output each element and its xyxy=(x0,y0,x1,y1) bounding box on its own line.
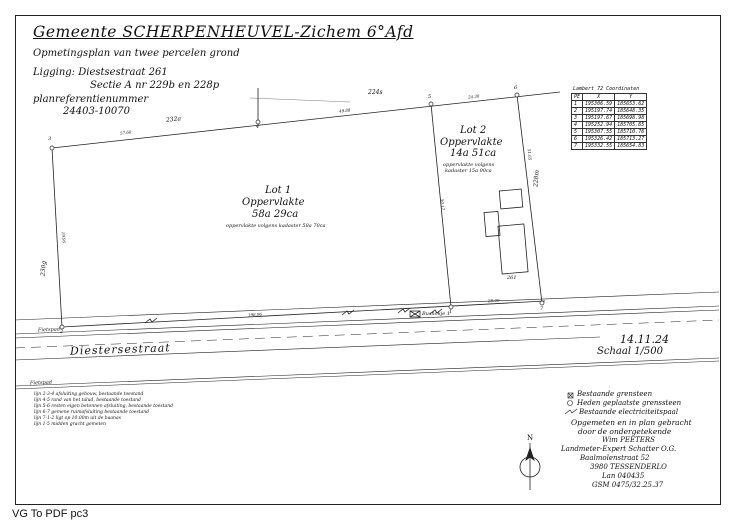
lot1-area-label: Oppervlakte xyxy=(242,197,305,208)
table-row: 1 195306.59 185653.62 xyxy=(572,101,647,108)
measure: 28.00 xyxy=(487,297,500,304)
table-row: 7 195332.55 185654.83 xyxy=(572,143,647,150)
scale: Schaal 1/500 xyxy=(597,346,664,357)
point-label: 7 xyxy=(540,306,544,312)
table-row: 2 195197.74 185648.35 xyxy=(572,108,647,115)
parcel-230g: 230g xyxy=(39,260,48,277)
street-name: Diestersestraat xyxy=(69,341,171,358)
measure: 24.30 xyxy=(467,93,480,100)
measure: 198.96 xyxy=(247,311,263,318)
right-boundary-line xyxy=(517,95,542,303)
point-label: 5 xyxy=(428,94,432,100)
parcel-224s: 224s xyxy=(368,89,383,96)
measure: 19.95 xyxy=(60,231,67,244)
date: 14.11.24 xyxy=(620,333,669,346)
bushokje-label: Bushokje 1 xyxy=(422,311,451,317)
note: lijn 2-3-4 afsluiting gebouw, bestaande toestand xyxy=(34,392,144,397)
table-row: 4 195252.94 185705.65 xyxy=(572,122,647,129)
measure: 50.17 xyxy=(439,198,446,211)
parcel-232a: 232a xyxy=(165,115,182,124)
measure: 51.65 xyxy=(526,148,533,161)
voetpad-top: Fietspad xyxy=(37,326,61,334)
surveyor-gsm: GSM 0475/32.25.37 xyxy=(592,481,664,489)
point-label: 1 xyxy=(449,309,453,315)
planref-number: 24403-10070 xyxy=(63,106,131,117)
bottom-boundary-line xyxy=(62,301,545,327)
ligging: Ligging: Diestsestraat 261 xyxy=(33,67,168,78)
note: lijn 1-5 midden gracht gemeten xyxy=(34,422,106,427)
caption: VG To PDF pc3 xyxy=(12,508,89,520)
point-label: 4 xyxy=(256,124,260,130)
point-label: 2 xyxy=(60,329,64,335)
legend-item: Heden geplaatste grenssteen xyxy=(577,399,682,407)
table-row: 5 195307.55 185710.76 xyxy=(572,129,647,136)
legend-item: Bestaande electriciteitspaal xyxy=(579,408,679,416)
surveyor-lan: Lan 040435 xyxy=(602,472,645,480)
note: lijn 5-6 resten eigen betonnen afsluiting, bestaande toestand xyxy=(34,404,174,409)
table-row: 6 195326.42 185713.27 xyxy=(572,136,647,143)
north-label: N xyxy=(527,434,534,442)
surveyor-line1: Opgemeten en in plan gebracht xyxy=(571,418,692,427)
voetpad-bottom: Fietspad xyxy=(29,379,53,387)
north-arrow-icon xyxy=(520,443,540,490)
note: lijn 7-1-2 ligt op 10.00m uit de baanas xyxy=(34,416,121,421)
point-label: 6 xyxy=(514,85,518,91)
coords-table: PE X Y 1 195306.59 185653.62 2 195197.74 185648.35 3 195197.67 185698.98 4 195252.94 185705.65 5 195307.55 185710.76 6 195326.42 185713.27 7 195332.55 185654.83 xyxy=(571,93,647,150)
surveyor-name: Wim PEETERS xyxy=(602,436,655,444)
measure: 49.88 xyxy=(338,107,351,114)
house-number: 261 xyxy=(507,275,517,281)
table-row: 3 195197.67 185698.98 xyxy=(572,115,647,122)
lot2-area-label: Oppervlakte xyxy=(440,137,503,148)
coords-table-title: Lambert 72 Coordinaten xyxy=(573,86,640,92)
lot2-kadaster1: oppervlakte volgens xyxy=(443,162,495,168)
lot1-title: Lot 1 xyxy=(265,185,292,196)
surveyor-city: 3980 TESSENDERLO xyxy=(590,463,667,471)
measure: 57.60 xyxy=(119,129,132,136)
note: lijn 6-7 gemene ruimafsluiting bestaande toestand xyxy=(34,410,150,415)
lot2-area: 14a 51ca xyxy=(450,148,497,159)
lot1-area: 58a 29ca xyxy=(252,209,299,220)
surveyor-line2: door de ondergetekende xyxy=(578,427,672,436)
note: lijn 4-5 rand van het talud, bestaande toestand xyxy=(34,398,141,403)
lot2-kadaster2: kadaster 15a 00ca xyxy=(445,168,492,174)
lot2-title: Lot 2 xyxy=(460,125,487,136)
electricity-pole-icon xyxy=(565,409,577,414)
page-title: Gemeente SCHERPENHEUVEL-Zichem 6°Afd xyxy=(33,23,414,41)
new-grensteen-icon xyxy=(568,401,573,406)
planref-label: planreferentienummer xyxy=(33,94,149,105)
surveyor-street: Baalmolenstraat 52 xyxy=(580,454,650,462)
surveyor-title: Landmeter-Expert Schatter O.G. xyxy=(561,445,677,453)
page-subtitle: Opmetingsplan van twee percelen grond xyxy=(33,48,240,59)
sectie: Sectie A nr 229b en 228p xyxy=(90,80,220,91)
lot1-kadaster: oppervlakte volgens kadaster 58a 70ca xyxy=(226,223,326,229)
point-label: 3 xyxy=(48,136,52,142)
legend-item: Bestaande grensteen xyxy=(577,390,653,398)
parcel-228m: 228m xyxy=(532,169,541,188)
